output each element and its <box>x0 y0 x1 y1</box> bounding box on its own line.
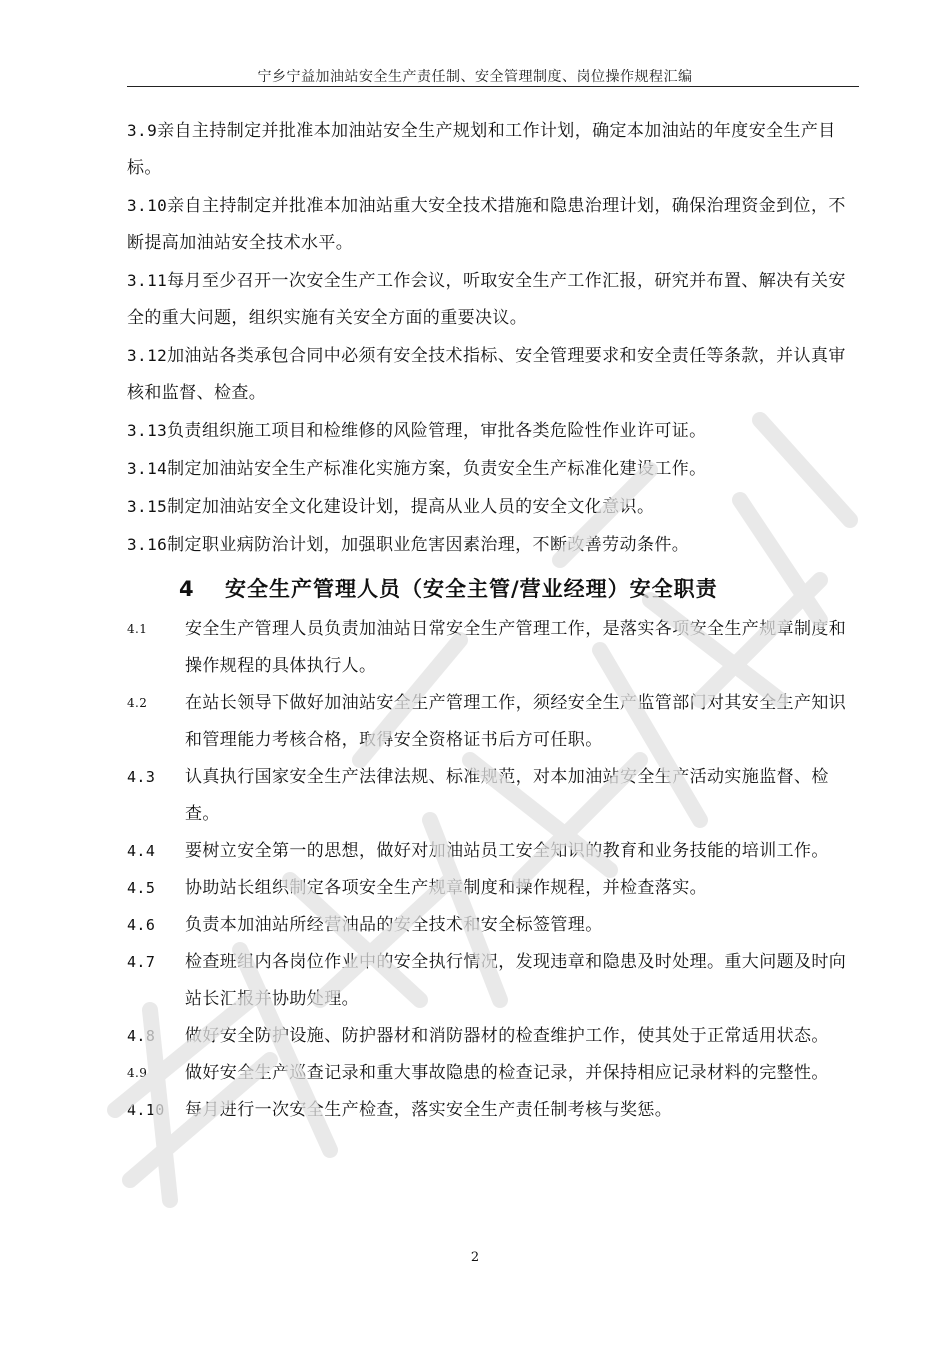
item-4-8: 4.8 做好安全防护设施、防护器材和消防器材的检查维护工作，使其处于正常适用状态。 <box>127 1026 829 1046</box>
paragraph-3-15: 3.15制定加油站安全文化建设计划，提高从业人员的安全文化意识。 <box>127 497 655 517</box>
section-heading: 4 安全生产管理人员（安全主管/营业经理）安全职责 <box>179 577 718 601</box>
item-4-1: 4.1 安全生产管理人员负责加油站日常安全生产管理工作，是落实各项安全生产规章制度和操作规程的具体执行人。 <box>127 619 847 676</box>
paragraph-3-11: 3.11每月至少召开一次安全生产工作会议，听取安全生产工作汇报，研究并布置、解决有关安全的重大问题，组织实施有关安全方面的重要决议。 <box>127 271 846 328</box>
paragraph-3-14: 3.14制定加油站安全生产标准化实施方案，负责安全生产标准化建设工作。 <box>127 459 707 479</box>
item-4-10: 4.10 每月进行一次安全生产检查，落实安全生产责任制考核与奖惩。 <box>127 1100 673 1120</box>
page-number: 2 <box>470 1250 480 1265</box>
paragraph-3-16: 3.16制定职业病防治计划，加强职业危害因素治理，不断改善劳动条件。 <box>127 535 690 555</box>
running-header: 宁乡宁益加油站安全生产责任制、安全管理制度、岗位操作规程汇编 <box>257 69 693 85</box>
item-4-4: 4.4 要树立安全第一的思想，做好对加油站员工安全知识的教育和业务技能的培训工作。 <box>127 841 829 861</box>
item-4-5: 4.5 协助站长组织制定各项安全生产规章制度和操作规程，并检查落实。 <box>127 878 707 898</box>
item-4-9: 4.9 做好安全生产巡查记录和重大事故隐患的检查记录，并保持相应记录材料的完整性。 <box>127 1063 829 1083</box>
paragraph-3-13: 3.13负责组织施工项目和检维修的风险管理，审批各类危险性作业许可证。 <box>127 421 707 441</box>
paragraph-3-9: 3.9亲自主持制定并批准本加油站安全生产规划和工作计划，确定本加油站的年度安全生产目标。 <box>127 121 836 178</box>
paragraph-3-10: 3.10亲自主持制定并批准本加油站重大安全技术措施和隐患治理计划，确保治理资金到位，不断提高加油站安全技术水平。 <box>127 196 846 253</box>
item-4-7: 4.7 检查班组内各岗位作业中的安全执行情况，发现违章和隐患及时处理。重大问题及时向站长汇报并协助处理。 <box>127 952 847 1009</box>
header-rule <box>127 86 859 87</box>
paragraph-3-12: 3.12加油站各类承包合同中必须有安全技术指标、安全管理要求和安全责任等条款，并认真审核和监督、检查。 <box>127 346 846 403</box>
item-4-2: 4.2 在站长领导下做好加油站安全生产管理工作，须经安全生产监管部门对其安全生产知识和管理能力考核合格，取得安全资格证书后方可任职。 <box>127 693 847 750</box>
document-body <box>127 112 862 1129</box>
item-4-3: 4.3 认真执行国家安全生产法律法规、标准规范，对本加油站安全生产活动实施监督、检查。 <box>127 767 829 824</box>
item-4-6: 4.6 负责本加油站所经营油品的安全技术和安全标签管理。 <box>127 915 603 935</box>
